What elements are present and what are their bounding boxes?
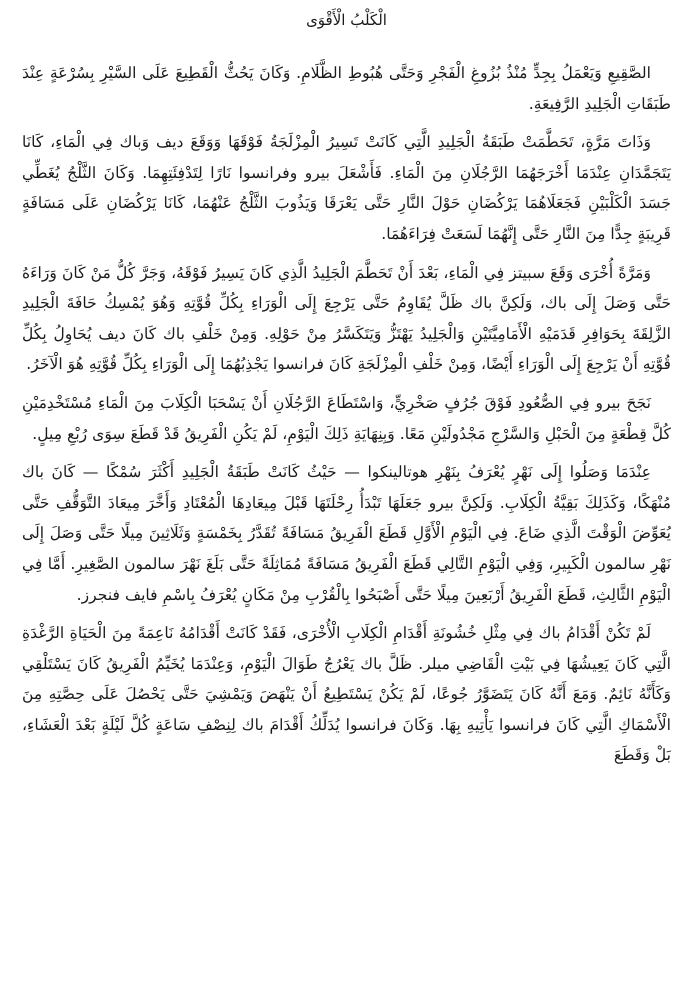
page-title: الْكَلْبُ الْأَقْوَى — [306, 11, 387, 29]
paragraph-4: نَجَحَ بيرو فِي الصُّعُودِ فَوْقَ جُرُفٍ صَخْرِيٍّ، وَاسْتَطَاعَ الرَّجُلَانِ أَنْ يَسْحَبَا الْكِلَابَ مِنَ الْمَاءِ مُسْتَخْدِمَيْنِ كُلَّ قِطْعَةٍ مِنَ الْحَبْلِ وَالسَّرْجِ مَجْدُولَيْنِ مَعًا. وَبِنِهَايَةِ ذَلِكَ الْيَوْمِ، لَمْ يَكُنِ الْفَرِيقُ قَدْ قَطَعَ سِوَى رُبْعِ مِيلٍ. — [22, 393, 671, 443]
paragraph-6: لَمْ تَكُنْ أَقْدَامُ باك فِي مِثْلِ خُشُونَةِ أَقْدَامِ الْكِلَابِ الْأُخْرَى، فَقَدْ كَانَتْ أَقْدَامُهُ نَاعِمَةً مِنَ الْحَيَاةِ الرَّغْدَةِ الَّتِي كَانَ يَعِيشُهَا فِي بَيْتِ الْقَاضِي ميلر. ظَلَّ باك يَعْرُجُ طَوَالَ الْيَوْمِ، وَعِنْدَمَا يُخَيِّمُ الْفَرِيقُ كَانَ يَسْتَلْقِي وَكَأَنَّهُ نَائِمٌ. وَمَعَ أَنَّهُ كَانَ يَتَضَوَّرُ جُوعًا، لَمْ يَكُنْ يَسْتَطِيعُ أَنْ يَنْهَضَ وَيَمْشِيَ حَتَّى يَحْصُلَ عَلَى حِصَّتِهِ مِنَ الْأَسْمَاكِ الَّتِي كَانَ فرانسوا يَأْتِيهِ بِهَا. وَكَانَ فرانسوا يُدَلِّكُ أَقْدَامَ باك لِنِصْفِ سَاعَةٍ كُلَّ لَيْلَةٍ بَعْدَ الْعَشَاءِ، بَلْ وَقَطَعَ — [22, 624, 671, 765]
paragraph-1: الصَّقِيعِ وَيَعْمَلُ بِجِدٍّ مُنْذُ بُزُوغِ الْفَجْرِ وَحَتَّى هُبُوطِ الظَّلَامِ. وَكَانَ يَحُثُّ الْقَطِيعَ عَلَى السَّيْرِ بِسُرْعَةٍ عِنْدَ طَبَقَاتِ الْجَلِيدِ الرَّفِيعَةِ. — [22, 64, 671, 113]
paragraph-5: عِنْدَمَا وَصَلُوا إِلَى نَهْرٍ يُعْرَفُ بِنَهْرِ هوتالينكوا — حَيْثُ كَانَتْ طَبَقَةُ الْجَلِيدِ أَكْثَرَ سُمْكًا — كَانَ باك مُنْهَكًا، وَكَذَلِكَ بَقِيَّةُ الْكِلَابِ. وَلَكِنَّ بيرو جَعَلَهَا تَبْدَأُ رِحْلَتَهَا قَبْلَ مِيعَادِهَا الْمُعْتَادِ وَأَخَّرَ مِيعَادَ التَّوَقُّفِ حَتَّى يُعَوِّضَ الْوَقْتَ الَّذِي ضَاعَ. فِي الْيَوْمِ الْأَوَّلِ قَطَعَ الْفَرِيقُ مَسَافَةً تُقَدَّرُ بِخَمْسَةٍ وَثَلَاثِينَ مِيلًا حَتَّى وَصَلَ إِلَى نَهْرِ سالمون الْكَبِيرِ، وَفِي الْيَوْمِ التَّالِي قَطَعَ الْفَرِيقُ مَسَافَةً مُمَاثِلَةً حَتَّى بَلَغَ نَهْرَ سالمون الصَّغِيرِ. أَمَّا فِي الْيَوْمِ الثَّالِثِ، قَطَعَ الْفَرِيقُ أَرْبَعِينَ مِيلًا حَتَّى أَصْبَحُوا بِالْقُرْبِ مِنْ مَكَانٍ يُعْرَفُ بِاسْمِ فايف فنجرز. — [22, 463, 671, 604]
paragraph-2: وَذَاتَ مَرَّةٍ، تَحَطَّمَتْ طَبَقَةُ الْجَلِيدِ الَّتِي كَانَتْ تَسِيرُ الْمِزْلَجَةُ فَوْقَهَا وَوَقَعَ ديف وَباك فِي الْمَاءِ، كَانَا يَتَجَمَّدَانِ عِنْدَمَا أَخْرَجَهُمَا الرَّجُلَانِ مِنَ الْمَاءِ. فَأَشْعَلَ بيرو وفرانسوا نَارًا لِتَدْفِئَتِهِمَا. وَكَانَ الثَّلْجُ يُغَطِّي جَسَدَ الْكَلْبَيْنِ فَجَعَلَاهُمَا يَرْكُضَانِ حَوْلَ النَّارِ حَتَّى يَعْرَقَا وَيَذُوبَ الثَّلْجُ عَنْهُمَا، كَانَا يَرْكُضَانِ عَلَى مَسَافَةٍ قَرِيبَةٍ جِدًّا مِنَ النَّارِ حَتَّى إِنَّهُمَا لَسَعَتْ فِرَاءَهُمَا. — [22, 133, 671, 243]
paragraph-3: وَمَرَّةً أُخْرَى وَقَعَ سبيتز فِي الْمَاءِ، بَعْدَ أَنْ تَحَطَّمَ الْجَلِيدُ الَّذِي كَانَ يَسِيرُ فَوْقَهُ، وَجَرَّ كُلُّ مَنْ كَانَ وَرَاءَهُ حَتَّى وَصَلَ إِلَى باك، وَلَكِنَّ باك ظَلَّ يُقَاوِمُ حَتَّى يَرْجِعَ إِلَى الْوَرَاءِ بِكُلِّ قُوَّتِهِ وَهُوَ يُمْسِكُ حَافَةَ الْجَلِيدِ الزَّلِقَةَ بِحَوَافِرِ قَدَمَيْهِ الْأَمَامِيَّتَيْنِ وَالْجَلِيدُ يَهْتَزُّ وَيَتَكَسَّرُ مِنْ حَوْلِهِ. وَمِنْ خَلْفِ باك كَانَ ديف يُحَاوِلُ بِكُلِّ قُوَّتِهِ أَنْ يَرْجِعَ إِلَى الْوَرَاءِ أَيْضًا، وَمِنْ خَلْفِ الْمِزْلَجَةِ كَانَ فرانسوا يَجْذِبُهُمَا إِلَى الْوَرَاءِ بِكُلِّ قُوَّتِهِ هُوَ الْآخَرُ. — [22, 263, 671, 374]
